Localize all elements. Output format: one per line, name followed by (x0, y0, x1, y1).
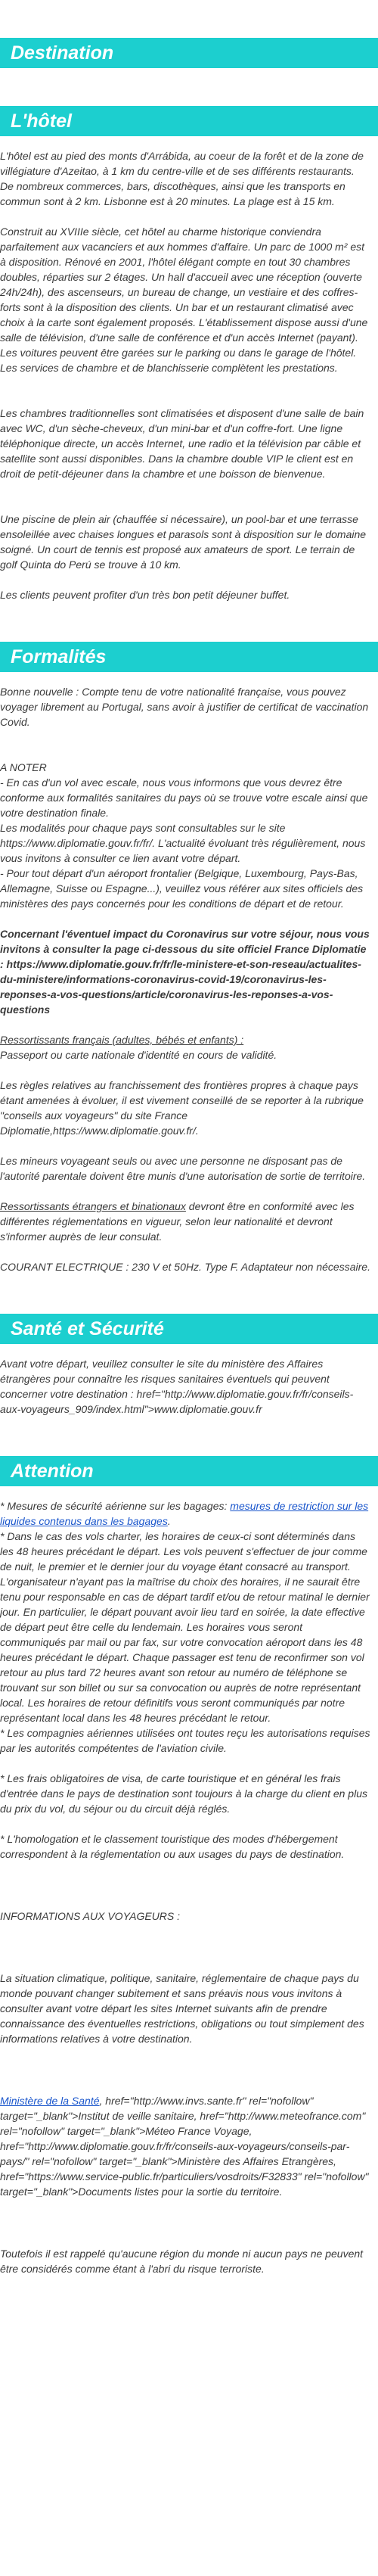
anoter-aeroport: - Pour tout départ d'un aéroport frontalier (Belgique, Luxembourg, Pays-Bas, Allemagne, Suisse ou Espagne...), veuillez vous référer aux sites officiels des ministères des pays concernés pour les conditions de départ et de retour. (0, 867, 364, 910)
coronavirus-impact-paragraph: Concernant l'éventuel impact du Coronavirus sur votre séjour, nous vous invitons à consulter la page ci-dessous du site officiel France Diplomatie : https://www.diplomatie.gouv.fr/fr/le-ministere-et-son-reseau/actualites-du-ministere/informations-coronavirus-covid-19/coronavirus-les-reponses-a-vos-questions/article/coronavirus-les-reponses-a-vos-questions (0, 928, 370, 1016)
heading-text: Attention (11, 1461, 94, 1482)
anoter-title: A NOTER (0, 761, 47, 773)
courant-electrique-paragraph: COURANT ELECTRIQUE : 230 V et 50Hz. Type F. Adaptateur non nécessaire. (0, 1261, 370, 1273)
bagages-text-end: . (167, 1515, 171, 1527)
hotel-paragraph-rooms: Les chambres traditionnelles sont climatisées et disposent d'une salle de bain avec WC, d'un sèche-cheveux, d'un mini-bar et d'un coffre-fort. Une ligne téléphonique directe, un accès Internet, une radio et la télévision par câble et satellite sont aussi disponibles. Dans la chambre double VIP le client est en droit de petit-déjeuner dans la chambre et une boisson de bienvenue. (0, 407, 364, 480)
section-heading-sante (0, 1314, 378, 1344)
spacer (0, 2061, 370, 2093)
anoter-escale: - En cas d'un vol avec escale, nous vous informons que vous devrez être conforme aux formalités sanitaires du pays où se trouve votre escale ainsi que votre destination finale. (0, 776, 368, 819)
spacer (0, 1290, 378, 1314)
hotel-paragraph-location: L'hôtel est au pied des monts d'Arrábida, au coeur de la forêt et de la zone de villégiature d'Azeitao, à 1 km du centre-ville et de ses différents restaurants. De nombreux commerces, bars, discothèques, ainsi que les transports en commun sont à 2 km. Lisbonne est à 20 minutes. La plage est à 15 km. (0, 150, 364, 207)
attention-section (0, 1486, 378, 2276)
hotel-paragraph-pool: Une piscine de plein air (chauffée si nécessaire), un pool-bar et une terrasse ensoleillée avec chaises longues et parasols sont à disposition sur le domaine soigné. Un court de tennis est proposé aux amateurs de sport. Le terrain de golf Quinta do Perú se trouve à 10 km. (0, 513, 367, 571)
hotel-paragraph-breakfast: Les clients peuvent profiter d'un très bon petit déjeuner buffet. (0, 589, 290, 601)
spacer (0, 2214, 370, 2246)
heading-text: Formalités (11, 646, 107, 667)
section-heading-formalites (0, 642, 378, 672)
hotel-paragraph-description: Construit au XVIIIe siècle, cet hôtel au charme historique conviendra parfaitement aux vacanciers et aux hommes d'affaire. Un parc de 1000 m² est à disposition. Rénové en 2001, l'hôtel élégant compte en tout 30 chambres doubles, réparties sur 2 étages. Un hall d'accueil avec une réception (ouverte 24h/24h), des ascenseurs, un bureau de change, un vestiaire et des coffres-forts sont à la disposition des clients. Un bar et un restaurant climatisé avec choix à la carte sont également proposés. L'établissement dispose aussi d'une salle de télévision, d'une salle de conférence et d'un accès Internet (payant). Les voitures peuvent être garées sur le parking ou dans le garage de l'hôtel. Les services de chambre et de blanchisserie complètent les prestations. (0, 226, 368, 374)
hotel-section (0, 136, 378, 602)
section-heading-destination (0, 38, 378, 68)
spacer (0, 1062, 370, 1078)
liens-text: , href="http://www.invs.sante.fr" rel="nofollow" target="_blank">Institut de veille sanitaire, href="http://www.meteofrance.com" rel="nofollow" target="_blank">Méteo France Voyage, href="http://www.diplomatie.gouv.fr/fr/conseils-aux-voyageurs/conseils-par-pays/" rel="nofollow" target="_blank">Ministère des Affaires Etrangères, href="https://www.service-public.fr/particuliers/vosdroits/F32833" rel="nofollow" target="_blank">Documents listes pour la sortie du territoire. (0, 2095, 369, 2198)
attention-frais-paragraph: * Les frais obligatoires de visa, de carte touristique et en général les frais d'entrée dans le pays de destination sont toujours à la charge du client en plus du prix du vol, du séjour ou du circuit déjà réglés. (0, 1772, 367, 1815)
formalites-paragraph-covid: Bonne nouvelle : Compte tenu de votre nationalité française, vous pouvez voyager librement au Portugal, sans avoir à justifier de certificat de vaccination Covid. (0, 686, 369, 728)
regles-paragraph: Les règles relatives au franchissement des frontières propres à chaque pays étant amenées à évoluer, il est vivement conseillé de se reporter à la rubrique "conseils aux voyageurs" du site France Diplomatie,https://www.diplomatie.gouv.fr/. (0, 1079, 364, 1137)
ressortissants-etrangers-paragraph (0, 1199, 370, 1244)
bagages-restriction-link[interactable]: mesures de restriction sur les liquides contenus dans les bagages (0, 1500, 369, 1527)
ressortissants-francais-title: Ressortissants français (adultes, bébés et enfants) : (0, 1034, 244, 1046)
ressortissants-francais-block (0, 1032, 370, 1062)
ressortissants-etrangers-text: devront être en conformité avec les différentes réglementations en vigueur, selon leur nationalité et devront s'informer auprès de leur consulat. (0, 1200, 355, 1243)
attention-situation-paragraph: La situation climatique, politique, sanitaire, réglementaire de chaque pays du monde pouvant changer subitement et sans préavis nous vous invitons à consulter avant votre départ les sites Internet suivants afin de prendre connaissance des éventuelles restrictions, obligations ou tout simplement des informations relatives à votre destination. (0, 1972, 364, 2045)
attention-homologation-paragraph: * L'homologation et le classement touristique des modes d'hébergement correspondent à la réglementation ou aux usages du pays de destination. (0, 1833, 345, 1860)
ministere-sante-link[interactable]: Ministère de la Santé (0, 2095, 100, 2107)
section-heading-attention (0, 1456, 378, 1486)
spacer (0, 618, 378, 642)
ressortissants-francais-text: Passeport ou carte nationale d'identité en cours de validité. (0, 1049, 277, 1061)
spacer (0, 1877, 370, 1909)
heading-text: Santé et Sécurité (11, 1318, 164, 1339)
attention-charter-paragraph: * Dans le cas des vols charter, les horaires de ceux-ci sont déterminés dans les 48 heures précédant le départ. Les vols peuvent s'effectuer de jour comme de nuit, le premier et le dernier jour du voyage étant consacré au transport. L'organisateur n'ayant pas la maîtrise du choix des horaires, il ne saurait être tenu pour responsable en cas de départ tardif et/ou de retour matinal le dernier jour. En particulier, le départ pouvant avoir lieu tard en soirée, la date effective de départ peut être celle du lendemain. Les horaires vous seront communiqués par mail ou par fax, sur votre convocation aéroport dans les 48 heures précédant le départ. Chaque passager est tenu de reconfirmer son vol retour au plus tard 72 heures avant son retour au numéro de téléphone se trouvant sur son billet ou sur sa convocation ou auprès de notre représentant local. Les horaires de retour définitifs vous seront communiqués par notre représentant local dans les 48 heures précédant le retour. (0, 1530, 370, 1724)
sante-section (0, 1344, 378, 1417)
formalites-section (0, 672, 378, 1274)
ressortissants-etrangers-title: Ressortissants étrangers et binationaux (0, 1200, 186, 1212)
top-spacer (0, 0, 378, 38)
heading-text: L'hôtel (11, 110, 72, 132)
attention-bagages-paragraph (0, 1498, 370, 1529)
anoter-modalites: Les modalités pour chaque pays sont consultables sur le site https://www.diplomatie.gouv.fr/fr/. L'actualité évoluant très régulièrement, nous vous invitons à consulter ce lien avant votre départ. (0, 822, 366, 864)
attention-compagnies-paragraph: * Les compagnies aériennes utilisées ont toutes reçu les autorisations requises par les autorités compétentes de l'aviation civile. (0, 1727, 370, 1754)
section-heading-hotel (0, 106, 378, 136)
spacer (0, 745, 370, 760)
sante-paragraph: Avant votre départ, veuillez consulter le site du ministère des Affaires étrangères pour connaître les risques sanitaires éventuels qui peuvent concerner votre destination : href="http://www.diplomatie.gouv.fr/fr/conseils-aux-voyageurs_909/index.html">www.diplomatie.gouv.fr (0, 1358, 354, 1415)
bagages-text: * Mesures de sécurité aérienne sur les bagages: (0, 1500, 231, 1512)
informations-voyageurs-title: INFORMATIONS AUX VOYAGEURS : (0, 1910, 181, 1922)
spacer (0, 68, 378, 106)
spacer (0, 1939, 370, 1971)
attention-terrorisme-paragraph: Toutefois il est rappelé qu'aucune région du monde ni aucun pays ne peuvent être considérés comme étant à l'abri du risque terroriste. (0, 2248, 364, 2275)
mineurs-paragraph: Les mineurs voyageant seuls ou avec une personne ne disposant pas de l'autorité parentale doivent être munis d'une autorisation de sortie de territoire. (0, 1155, 366, 1182)
heading-text: Destination (11, 42, 114, 64)
spacer (0, 1432, 378, 1456)
attention-liens-paragraph (0, 2093, 370, 2199)
